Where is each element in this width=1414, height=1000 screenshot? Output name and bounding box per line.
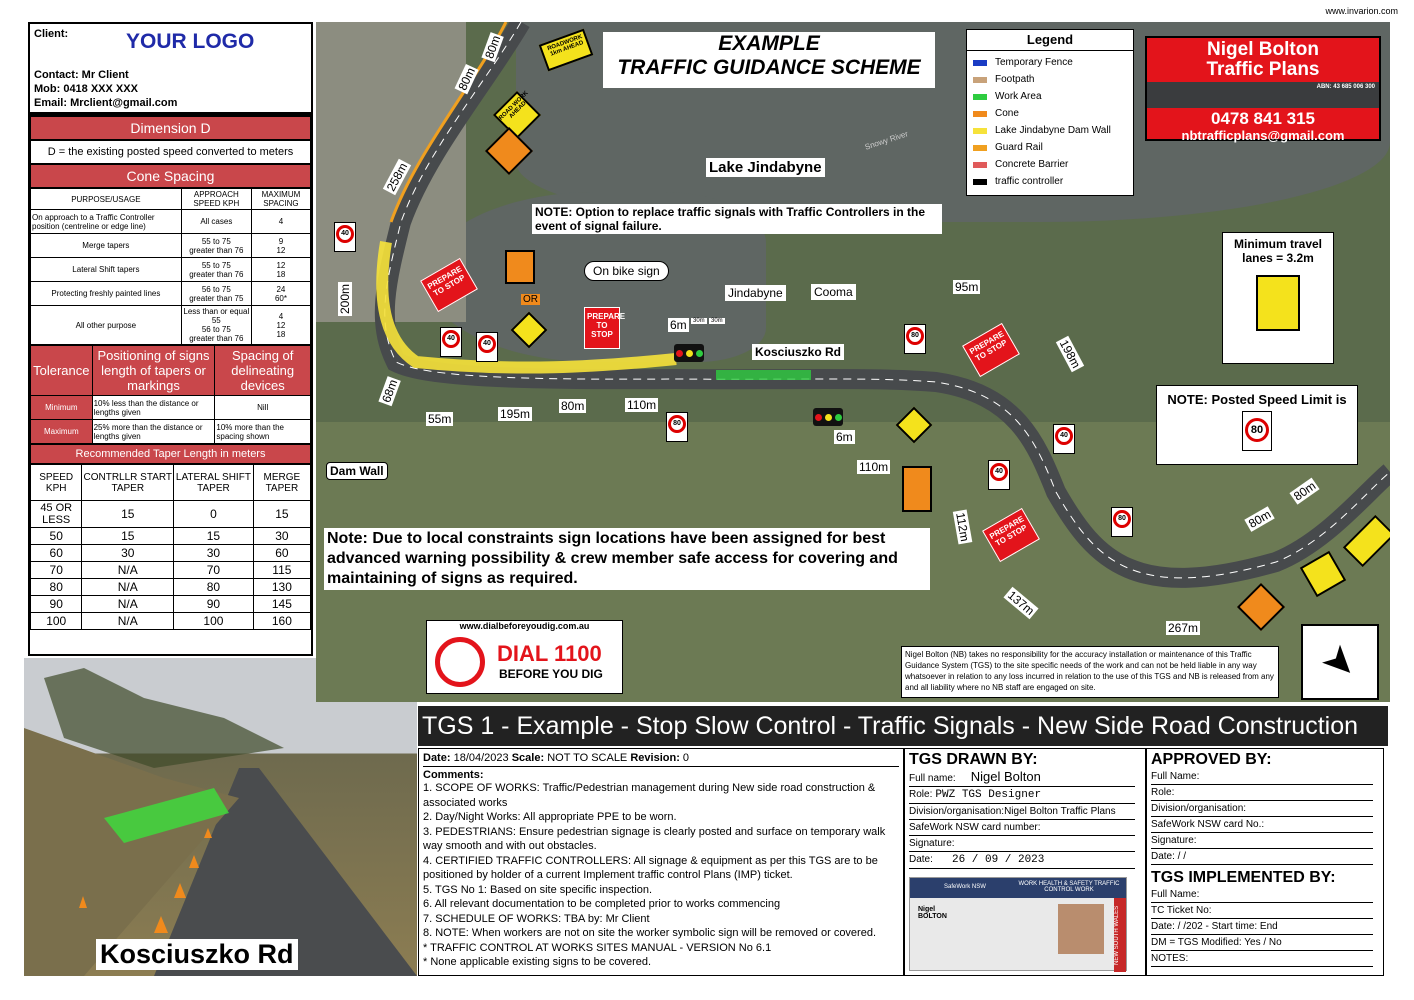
photo-label: Kosciuszko Rd: [96, 939, 298, 970]
legend-label: Cone: [995, 108, 1019, 119]
distance-label: 258m: [383, 160, 411, 194]
legend-title: Legend: [967, 30, 1133, 51]
constraints-note: Note: Due to local constraints sign locations have been assigned for best advanced warning possibility & crew member safe access for covering and maintaining of signs as required.: [324, 528, 930, 590]
taper-cell: 80: [31, 579, 82, 596]
worker-sign: [902, 466, 932, 512]
cone-cell: 56 to 75 greater than 75: [181, 282, 251, 306]
legend-swatch-icon: [973, 94, 987, 100]
client-box: [28, 22, 313, 114]
tolerance-header: Positioning of signs length of tapers or markings: [92, 346, 215, 396]
legend: [966, 29, 1134, 196]
distance-label: 80m: [455, 65, 478, 93]
div-value: Nigel Bolton Traffic Plans: [1004, 806, 1116, 817]
traffic-signal-icon: [813, 408, 843, 426]
taper-cell: 80: [174, 579, 254, 596]
role-value: PWZ TGS Designer: [935, 789, 1042, 801]
card-org: SafeWork NSW: [944, 884, 986, 890]
legend-label: traffic controller: [995, 176, 1064, 187]
card-nsw: NEW SOUTH WALES: [1114, 898, 1126, 972]
cone-cell: 4 12 18: [251, 306, 310, 345]
site-map: [316, 22, 1390, 702]
company-email: nbtrafficplans@gmail.com: [1181, 128, 1345, 143]
distance-label: 68m: [379, 377, 401, 405]
cone-cell: Less than or equal 55 56 to 75 greater than 76: [181, 306, 251, 345]
comment-item: 3. PEDESTRIANS: Ensure pedestrian signage is clearly posted and surface on temporary walk way smooth and with out obstacles.: [423, 825, 886, 852]
distance-label: 137m: [1005, 587, 1038, 619]
cone-cell: On approach to a Traffic Controller position (centreline or edge line): [31, 210, 182, 234]
cone-header: PURPOSE/USAGE: [31, 189, 182, 210]
speed-80-value: 80: [906, 327, 924, 345]
lake-label: Lake Jindabyne: [706, 158, 825, 177]
no-dig-icon: [435, 637, 485, 687]
taper-title: Recommended Taper Length in meters: [30, 444, 311, 464]
road-work-ahead-text: ROAD WORK AHEAD: [498, 90, 530, 122]
speed-80-sign: [904, 324, 926, 354]
full-label: Full name:: [909, 773, 956, 784]
drawn-role: [909, 787, 1135, 804]
taper-cell: 70: [31, 562, 82, 579]
tolerance-cell: Maximum: [31, 420, 93, 444]
cone-spacing-title: Cone Spacing: [30, 164, 311, 188]
legend-swatch-icon: [973, 179, 987, 185]
speed-40-value: 40: [442, 330, 460, 348]
legend-swatch-icon: [973, 145, 987, 151]
legend-item: [973, 88, 1127, 105]
safework-card: [909, 877, 1127, 971]
implemented-field[interactable]: Date: / /202 - Start time: End: [1151, 919, 1373, 935]
comment-item: 7. SCHEDULE OF WORKS: TBA by: Mr Client: [423, 912, 650, 925]
drawn-date-value: 26 / 09 / 2023: [951, 854, 1045, 866]
meta-row: [423, 752, 899, 767]
taper-header: LATERAL SHIFT TAPER: [174, 465, 254, 501]
legend-label: Temporary Fence: [995, 57, 1073, 68]
company-name-2: Traffic Plans: [1206, 59, 1320, 80]
speed-limit-icon: [1242, 411, 1272, 451]
tolerance-cell: 10% more than the spacing shown: [215, 420, 311, 444]
tolerance-header: Tolerance: [31, 346, 93, 396]
speed-40-value: 40: [1055, 427, 1073, 445]
taper-header: MERGE TAPER: [253, 465, 310, 501]
north-arrow-box: [1301, 624, 1379, 700]
cone-header: APPROACH SPEED KPH: [181, 189, 251, 210]
client-contact: Contact: Mr Client: [34, 69, 129, 81]
min-travel-text: Minimum travel lanes = 3.2m: [1233, 237, 1323, 265]
drawn-by-box: [904, 748, 1146, 976]
approved-box: [1146, 748, 1384, 976]
taper-cell: 60: [253, 545, 310, 562]
distance-label: 200m: [338, 283, 353, 315]
disclaimer: Nigel Bolton (NB) takes no responsibility for the accuracy installation or maintenance of this Traffic Guidance System (TGS) to the site specific needs of the work and can not be held liable in any way whatsoever in relation to any loss incurred in relation to the use of this TGS and NB is released from any and all liability where no NB staff are engaged on site.: [901, 646, 1279, 698]
example-title-line1: EXAMPLE: [718, 32, 820, 55]
comment-item: 1. SCOPE OF WORKS: Traffic/Pedestrian management during New side road construction & associated works: [423, 782, 876, 809]
example-title: [603, 32, 935, 88]
comment-item: 2. Day/Night Works: All appropriate PPE to be worn.: [423, 811, 677, 823]
dial-big: DIAL 1100: [497, 641, 602, 666]
prepare-to-stop-sign: PREPARE TO STOP: [962, 323, 1020, 377]
example-title-line2: TRAFFIC GUIDANCE SCHEME: [617, 56, 921, 79]
roadwork-ahead-text: ROADWORK 1km AHEAD: [546, 34, 585, 58]
taper-cell: 60: [31, 545, 82, 562]
date-label: Date:: [909, 854, 933, 865]
drawn-date: [909, 852, 1135, 869]
comments-label: Comments:: [423, 769, 484, 781]
traffic-signal-icon: [674, 344, 704, 362]
company-road-strip: [1147, 82, 1379, 108]
distance-label: 6m: [836, 430, 853, 444]
date-value: 18/04/2023: [453, 752, 509, 764]
taper-cell: 130: [253, 579, 310, 596]
taper-cell: 160: [253, 613, 310, 630]
dial-small: BEFORE YOU DIG: [499, 667, 603, 681]
legend-swatch-icon: [973, 162, 987, 168]
taper-cell: N/A: [82, 562, 174, 579]
dam-wall-label: Dam Wall: [326, 462, 388, 480]
speed-40-value: 40: [990, 463, 1008, 481]
scale-label: Scale:: [511, 752, 545, 764]
cone-cell: Merge tapers: [31, 234, 182, 258]
implemented-field[interactable]: NOTES:: [1151, 951, 1373, 967]
date-label: Date:: [423, 752, 451, 764]
card-photo: [1058, 904, 1104, 954]
speed-limit-value: 80: [1245, 418, 1269, 442]
comment-item: 5. TGS No 1: Based on site specific inspection.: [423, 883, 653, 896]
full-value: Nigel Bolton: [970, 769, 1041, 784]
taper-cell: 30: [253, 528, 310, 545]
taper-cell: 145: [253, 596, 310, 613]
speed-80-value: 80: [1113, 510, 1131, 528]
comment-item: 6. All relevant documentation to be completed prior to works commencing: [423, 898, 781, 910]
distance-label: 267m: [1168, 621, 1199, 635]
speed-80-sign: [666, 412, 688, 442]
cone-cell: 24 60*: [251, 282, 310, 306]
dial-before-you-dig: [426, 620, 623, 694]
drawn-title: TGS DRAWN BY:: [909, 751, 1038, 768]
cone-cell: All other purpose: [31, 306, 182, 345]
role-label: Role:: [909, 789, 933, 800]
approved-list: [1151, 769, 1379, 865]
tolerance-header: Spacing of delineating devices: [215, 346, 311, 396]
prepare-to-stop-sign: PREPARE TO STOP: [420, 258, 478, 312]
taper-cell: 115: [253, 562, 310, 579]
dimension-text: D = the existing posted speed converted to meters: [30, 140, 311, 164]
distance-label: 80m: [482, 33, 504, 61]
legend-swatch-icon: [973, 111, 987, 117]
cone-cell: 4: [251, 210, 310, 234]
legend-label: Concrete Barrier: [995, 159, 1069, 170]
implemented-field[interactable]: TC Ticket No:: [1151, 903, 1373, 919]
prepare-to-stop-sign: PREPARE TO STOP: [982, 508, 1040, 562]
company-banner: [1145, 36, 1381, 141]
speed-note-text: NOTE: Posted Speed Limit is: [1167, 392, 1347, 407]
legend-swatch-icon: [973, 60, 987, 66]
approved-field[interactable]: Signature:: [1151, 833, 1373, 849]
cone-cell: All cases: [181, 210, 251, 234]
north-arrow-icon: ➤: [1312, 634, 1368, 690]
taper-cell: N/A: [82, 613, 174, 630]
distance-label: 55m: [428, 412, 452, 426]
cone-cell: 55 to 75 greater than 76: [181, 258, 251, 282]
taper-header: SPEED KPH: [31, 465, 82, 501]
distance-label: 80m: [1246, 507, 1274, 531]
distance-label: 30m: [711, 318, 723, 324]
snowy-river-label: Snowy River: [863, 129, 910, 152]
implemented-field[interactable]: DM = TGS Modified: Yes / No: [1151, 935, 1373, 951]
taper-cell: 90: [31, 596, 82, 613]
cone-cell: Lateral Shift tapers: [31, 258, 182, 282]
tolerance-cell: 10% less than the distance or lengths given: [92, 396, 215, 420]
approved-field[interactable]: Date: / /: [1151, 849, 1373, 865]
speed-40-value: 40: [336, 225, 354, 243]
comments-list: [423, 781, 899, 970]
legend-item: [973, 54, 1127, 71]
tolerance-cell: 25% more than the distance or lengths given: [92, 420, 215, 444]
taper-cell: 70: [174, 562, 254, 579]
tgs-title: TGS 1 - Example - Stop Slow Control - Traffic Signals - New Side Road Construction: [418, 706, 1388, 746]
approved-field[interactable]: Full Name:: [1151, 769, 1373, 785]
taper-cell: 15: [253, 501, 310, 528]
tolerance-cell: Nill: [215, 396, 311, 420]
dial-url: www.dialbeforeyoudig.com.au: [459, 621, 590, 631]
taper-cell: 15: [82, 528, 174, 545]
taper-header: CONTRLLR START TAPER: [82, 465, 174, 501]
logo-placeholder: YOUR LOGO: [126, 30, 255, 53]
legend-swatch-icon: [973, 128, 987, 134]
drawn-fullname: [909, 769, 1135, 787]
speed-40-sign: [476, 332, 498, 362]
scale-value: NOT TO SCALE: [547, 752, 628, 764]
legend-item: [973, 71, 1127, 88]
taper-cell: N/A: [82, 579, 174, 596]
photo-road-icon: [24, 658, 417, 976]
card-header: [910, 878, 1126, 898]
client-email: Email: Mrclient@gmail.com: [34, 97, 178, 109]
speed-40-sign: [1053, 424, 1075, 454]
legend-label: Work Area: [995, 91, 1042, 102]
site-photo: [24, 658, 417, 976]
cone-header: MAXIMUM SPACING: [251, 189, 310, 210]
min-travel-box: [1222, 232, 1334, 364]
taper-cell: 45 OR LESS: [31, 501, 82, 528]
distance-label: 80m: [1291, 478, 1319, 504]
taper-cell: 15: [174, 528, 254, 545]
cone-cell: 55 to 75 greater than 76: [181, 234, 251, 258]
comment-item: * TRAFFIC CONTROL AT WORKS SITES MANUAL - VERSION No 6.1: [423, 941, 772, 954]
legend-swatch-icon: [973, 77, 987, 83]
legend-item: [973, 122, 1127, 139]
speed-note-box: [1156, 385, 1358, 465]
legend-label: Lake Jindabyne Dam Wall: [995, 125, 1111, 136]
or-label: OR: [523, 294, 538, 305]
taper-cell: 30: [174, 545, 254, 562]
bike-sign-label: On bike sign: [584, 261, 669, 281]
card-title: WORK HEALTH & SAFETY TRAFFIC CONTROL WORK: [1018, 881, 1120, 893]
speed-40-sign: [440, 327, 462, 357]
drawn-card: SafeWork NSW card number:: [909, 820, 1135, 836]
drawn-signature: Signature:: [909, 836, 1135, 852]
approved-field[interactable]: Division/organisation:: [1151, 801, 1373, 817]
speed-80-sign: [1111, 507, 1133, 537]
road-label: Kosciuszko Rd: [752, 344, 844, 360]
implemented-title: TGS IMPLEMENTED BY:: [1151, 869, 1336, 886]
prepare-to-stop-sign: PREPARE TO STOP: [584, 307, 620, 349]
approved-field[interactable]: SafeWork NSW card No.:: [1151, 817, 1373, 833]
approved-field[interactable]: Role:: [1151, 785, 1373, 801]
speed-80-value: 80: [668, 415, 686, 433]
implemented-field[interactable]: Full Name:: [1151, 887, 1373, 903]
client-label: Client:: [34, 28, 69, 40]
website-label[interactable]: www.invarion.com: [1325, 6, 1398, 16]
cooma-label: Cooma: [811, 284, 856, 300]
legend-list: [967, 51, 1133, 193]
company-name-1: Nigel Bolton: [1207, 39, 1319, 60]
revision-label: Revision:: [630, 752, 680, 764]
implemented-list: [1151, 887, 1379, 967]
speed-40-sign: [988, 460, 1010, 490]
cone-cell: 9 12: [251, 234, 310, 258]
speed-40-sign: [334, 222, 356, 252]
revision-value: 0: [682, 752, 690, 764]
client-mobile: Mob: 0418 XXX XXX: [34, 83, 138, 95]
div-label: Division/organisation:: [909, 806, 1005, 817]
taper-cell: 100: [31, 613, 82, 630]
drawn-division: [909, 804, 1135, 820]
cone-spacing-table: [30, 188, 311, 345]
cone-cell: Protecting freshly painted lines: [31, 282, 182, 306]
taper-table: [30, 464, 311, 630]
distance-label: 95m: [955, 280, 979, 294]
distance-label: 110m: [627, 398, 657, 412]
dimension-title: Dimension D: [30, 116, 311, 140]
distance-label: 195m: [500, 407, 531, 421]
worker-sign: [505, 250, 535, 284]
vehicle-icon: [1256, 275, 1300, 331]
approved-title: APPROVED BY:: [1151, 751, 1272, 768]
distance-label: 30m: [693, 318, 705, 324]
tolerance-cell: Minimum: [31, 396, 93, 420]
cone-cell: 12 18: [251, 258, 310, 282]
comment-item: 8. NOTE: When workers are not on site the worker symbolic sign will be removed or covered.: [423, 927, 877, 939]
taper-cell: 30: [82, 545, 174, 562]
signal-note: NOTE: Option to replace traffic signals with Traffic Controllers in the event of signal failure.: [532, 204, 942, 234]
taper-cell: 100: [174, 613, 254, 630]
taper-cell: 15: [82, 501, 174, 528]
taper-cell: 90: [174, 596, 254, 613]
distance-label: 112m: [953, 511, 972, 543]
legend-item: [973, 173, 1127, 190]
distance-label: 6m: [670, 318, 687, 332]
distance-label: 198m: [1056, 337, 1084, 371]
legend-label: Guard Rail: [995, 142, 1043, 153]
jindabyne-label: Jindabyne: [725, 285, 786, 301]
reference-tables: [28, 114, 313, 656]
speed-40-value: 40: [478, 335, 496, 353]
legend-label: Footpath: [995, 74, 1035, 85]
comment-item: 4. CERTIFIED TRAFFIC CONTROLLERS: All signage & equipment as per this TGS are to be positioned by holder of a current Implement traffic control Plans (IMP) ticket.: [423, 854, 878, 881]
comments-box: [418, 748, 904, 976]
company-abn: ABN: 43 685 006 300: [1316, 84, 1375, 90]
company-phone: 0478 841 315: [1211, 109, 1315, 128]
tolerance-table: [30, 345, 311, 444]
taper-cell: N/A: [82, 596, 174, 613]
card-name: Nigel BOLTON: [918, 906, 947, 920]
distance-label: 110m: [859, 460, 889, 474]
taper-cell: 50: [31, 528, 82, 545]
taper-cell: 0: [174, 501, 254, 528]
legend-item: [973, 139, 1127, 156]
comment-item: * None applicable existing signs to be covered.: [423, 956, 652, 968]
legend-item: [973, 156, 1127, 173]
distance-label: 80m: [561, 399, 585, 413]
legend-item: [973, 105, 1127, 122]
